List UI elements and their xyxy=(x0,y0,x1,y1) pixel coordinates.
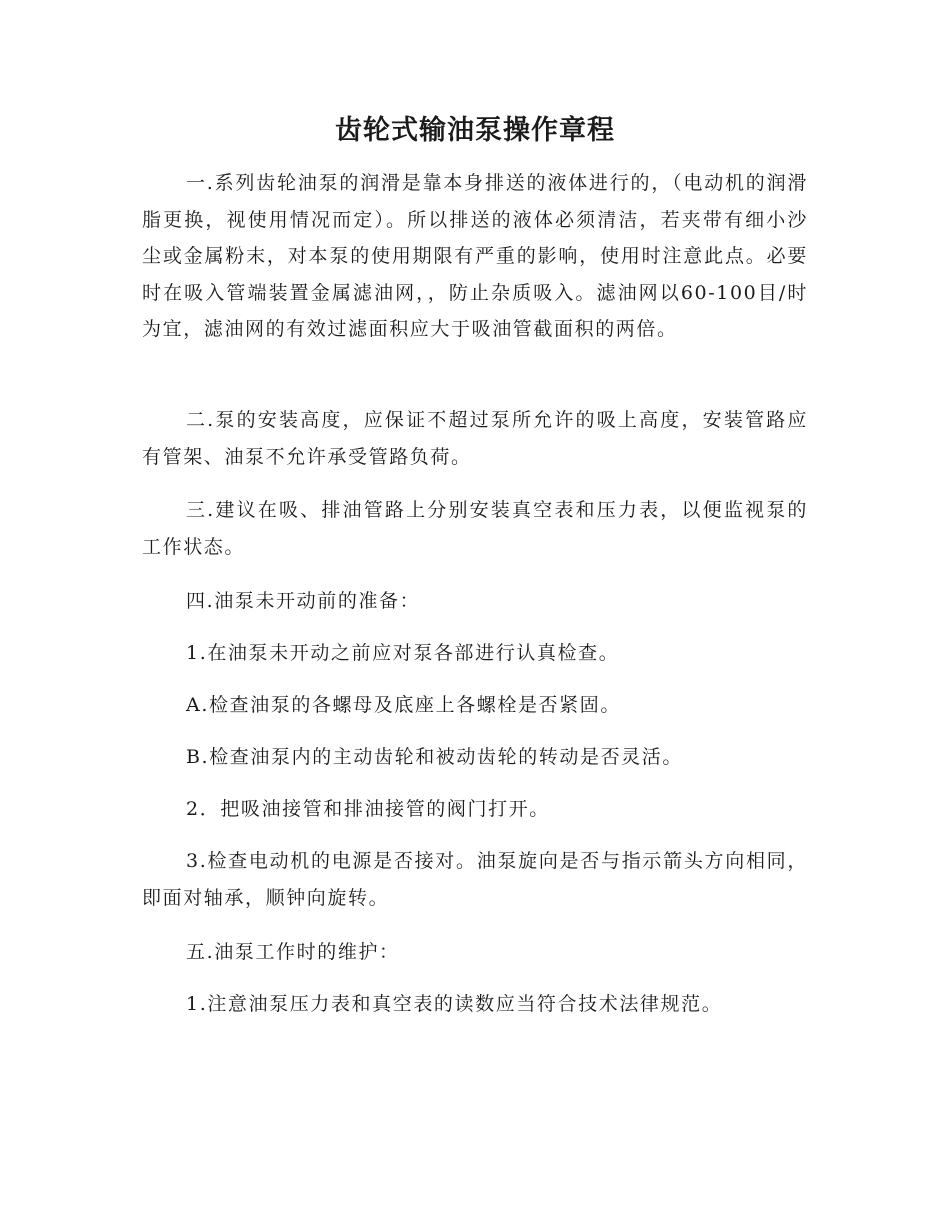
paragraph-10: 五.油泵工作时的维护： xyxy=(186,941,400,963)
paragraph-1: 一.系列齿轮油泵的润滑是靠本身排送的液体进行的，（电动机的润滑脂更换，视使用情况而定）。所以排送的液体必须清洁，若夹带有细小沙尘或金属粉末，对本泵的使用期限有严重的影响，使用时注意此点。必要时在吸入管端装置金属滤油网，，防止杂质吸入。滤油网以60-100目/时为宜，滤油网的有效过滤面积应大于吸油管截面积的两倍。 xyxy=(142,172,808,340)
paragraph-7: B.检查油泵内的主动齿轮和被动齿轮的转动是否灵活。 xyxy=(186,746,684,768)
document-title: 齿轮式输油泵操作章程 xyxy=(335,115,615,146)
paragraph-4: 四.油泵未开动前的准备： xyxy=(186,590,421,612)
paragraph-2: 二.泵的安装高度，应保证不超过泵所允许的吸上高度，安装管路应有管架、油泵不允许承受管路负荷。 xyxy=(142,409,808,468)
paragraph-5: 1.在油泵未开动之前应对泵各部进行认真检查。 xyxy=(186,642,620,664)
paragraph-3: 三.建议在吸、排油管路上分别安装真空表和压力表，以便监视泵的工作状态。 xyxy=(142,499,808,558)
paragraph-6: A.检查油泵的各螺母及底座上各螺栓是否紧固。 xyxy=(186,694,621,716)
paragraph-9: 3.检查电动机的电源是否接对。油泵旋向是否与指示箭头方向相同，即面对轴承，顺钟向旋转。 xyxy=(142,850,808,909)
paragraph-11: 1.注意油泵压力表和真空表的读数应当符合技术法律规范。 xyxy=(186,993,723,1015)
paragraph-8: 2．把吸油接管和排油接管的阀门打开。 xyxy=(186,798,550,820)
